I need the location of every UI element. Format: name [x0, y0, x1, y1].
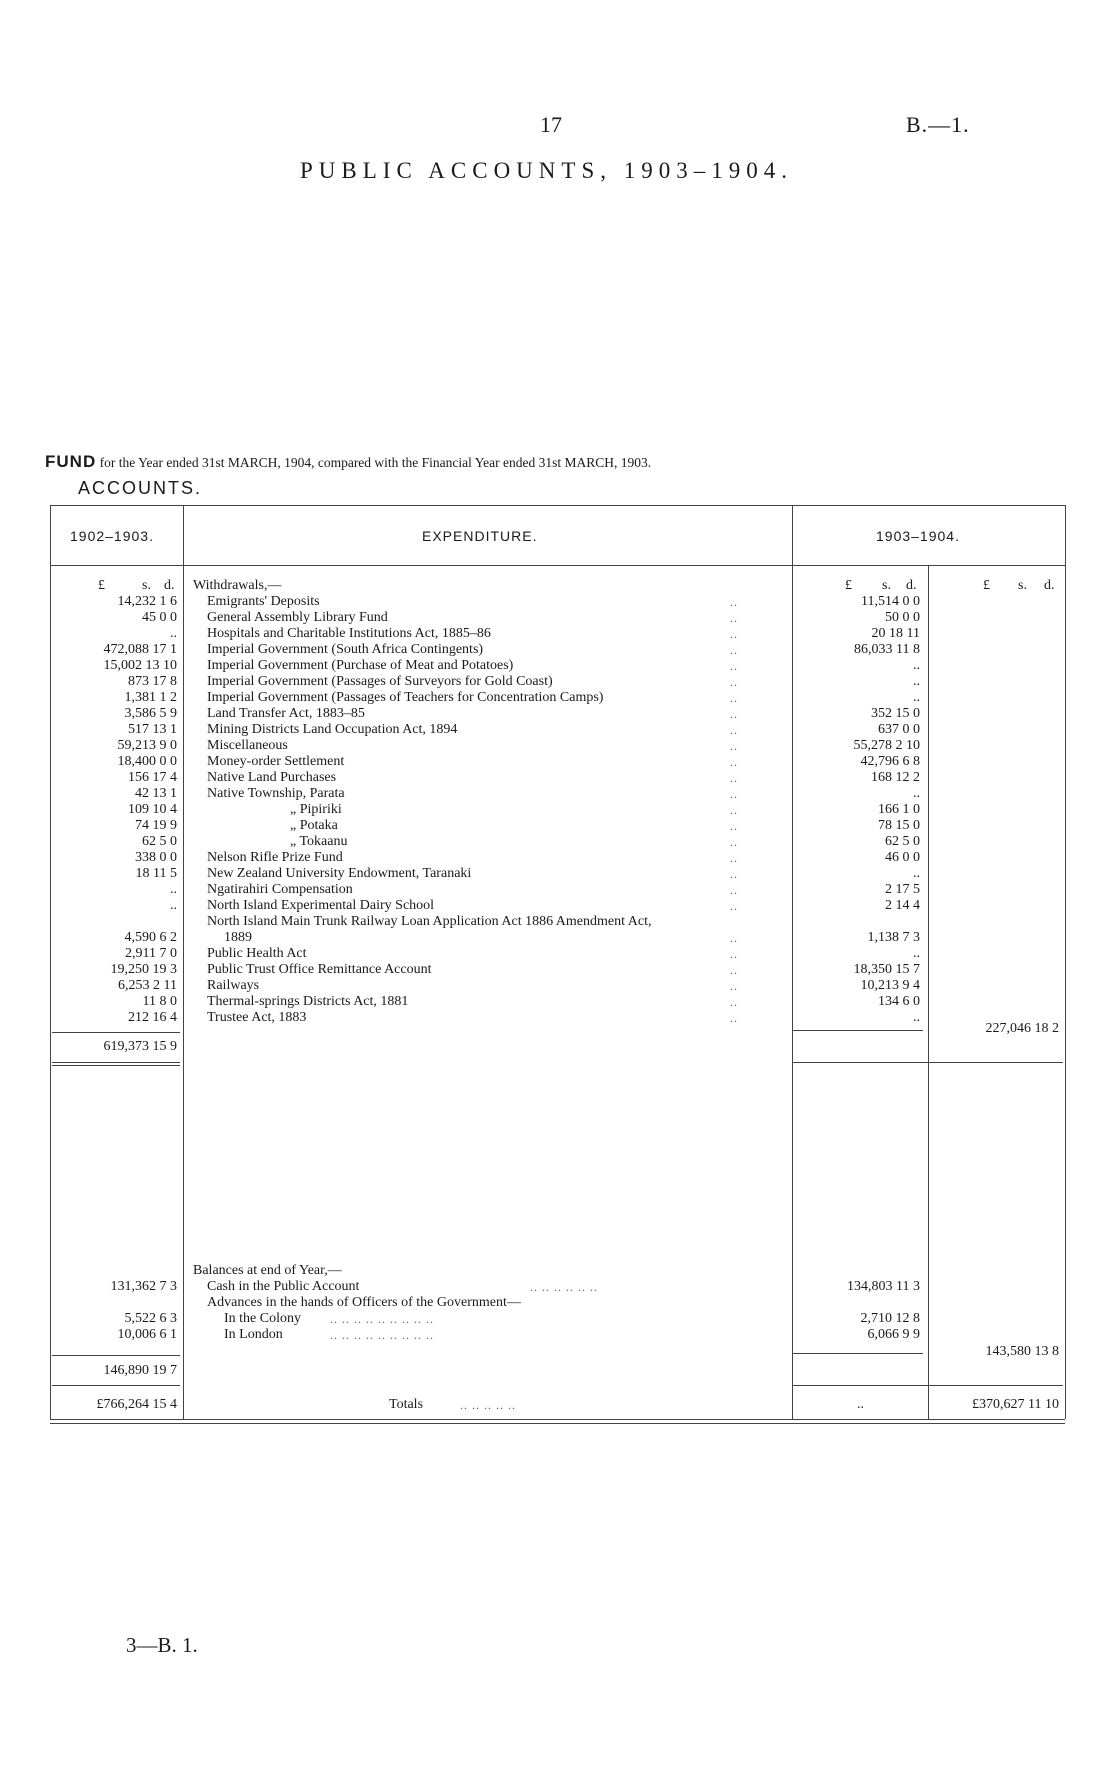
row-1903-1904: ..	[913, 674, 920, 689]
row-1903-1904: 42,796 6 8	[860, 754, 920, 769]
row-1902-1903: 74 19 9	[135, 818, 177, 833]
row-1903-1904: 78 15 0	[878, 818, 920, 833]
fund-description: for the Year ended 31st MARCH, 1904, compared with the Financial Year ended 31st MARCH, 1903.	[99, 455, 652, 470]
row-1902-1903: 156 17 4	[128, 770, 177, 785]
row-1902-1903: 59,213 9 0	[117, 738, 177, 753]
units-curr-shilling: s.	[882, 578, 891, 593]
row-1903-1904: 134 6 0	[878, 994, 920, 1009]
row-1903-1904: 2 14 4	[885, 898, 920, 913]
row-1903-1904: ..	[913, 786, 920, 801]
row-1903-1904: 20 18 11	[871, 626, 920, 641]
cash-label: Cash in the Public Account	[207, 1279, 360, 1294]
row-1902-1903: 15,002 13 10	[103, 658, 177, 673]
row-label: „ Tokaanu	[290, 834, 348, 849]
row-1902-1903: 19,250 19 3	[110, 962, 177, 977]
row-1903-1904: ..	[913, 1010, 920, 1025]
row-label: Public Trust Office Remittance Account	[207, 962, 432, 977]
colony-label: In the Colony	[224, 1311, 301, 1326]
row-1902-1903: 109 10 4	[128, 802, 177, 817]
balances-total-1903-1904: 143,580 13 8	[985, 1344, 1059, 1359]
colony-1902-1903: 5,522 6 3	[124, 1311, 177, 1326]
row-label: General Assembly Library Fund	[207, 610, 388, 625]
row-label: 1889	[224, 930, 252, 945]
row-1902-1903: 14,232 1 6	[117, 594, 177, 609]
row-label: Miscellaneous	[207, 738, 288, 753]
section-balances: Balances at end of Year,—	[193, 1263, 342, 1278]
totals-label: Totals	[389, 1397, 424, 1412]
units-curr-pence: d.	[906, 578, 917, 593]
row-1903-1904: ..	[913, 690, 920, 705]
row-label: North Island Main Trunk Railway Loan Application Act 1886 Amendment Act,	[207, 914, 652, 929]
row-1902-1903: 62 5 0	[142, 834, 177, 849]
units-total-pence: d.	[1044, 578, 1055, 593]
row-1903-1904: 10,213 9 4	[860, 978, 920, 993]
page-title: PUBLIC ACCOUNTS, 1903–1904.	[300, 158, 793, 183]
column-header-1903-1904: 1903–1904.	[876, 528, 960, 544]
row-1903-1904: 1,138 7 3	[867, 930, 920, 945]
balances-total-1902-1903: 146,890 19 7	[103, 1363, 177, 1378]
row-1903-1904: 168 12 2	[871, 770, 920, 785]
row-1902-1903: ..	[170, 882, 177, 897]
row-label: North Island Experimental Dairy School	[207, 898, 435, 913]
row-1902-1903: ..	[170, 898, 177, 913]
row-label: Railways	[207, 978, 260, 993]
row-1903-1904: 86,033 11 8	[854, 642, 920, 657]
footer-reference: 3—B. 1.	[126, 1633, 198, 1657]
row-label: Land Transfer Act, 1883–85	[207, 706, 365, 721]
row-label: Imperial Government (Passages of Teachers for Concentration Camps)	[207, 690, 604, 705]
fund-word: FUND	[45, 452, 97, 471]
row-1903-1904: 55,278 2 10	[853, 738, 920, 753]
row-1902-1903: 3,586 5 9	[124, 706, 177, 721]
row-label: Imperial Government (South Africa Contingents)	[207, 642, 484, 657]
row-1902-1903: 873 17 8	[128, 674, 177, 689]
row-1902-1903: 11 8 0	[142, 994, 177, 1009]
row-label: „ Potaka	[290, 818, 338, 833]
row-1903-1904: ..	[913, 658, 920, 673]
row-1903-1904: 11,514 0 0	[861, 594, 920, 609]
london-label: In London	[224, 1327, 283, 1342]
row-1903-1904: ..	[913, 946, 920, 961]
row-1902-1903: 2,911 7 0	[125, 946, 177, 961]
row-1902-1903: 4,590 6 2	[124, 930, 177, 945]
london-1903-1904: 6,066 9 9	[867, 1327, 920, 1342]
units-curr-pound: £	[845, 578, 852, 593]
section-withdrawals: Withdrawals,—	[193, 578, 282, 593]
row-label: Trustee Act, 1883	[207, 1010, 307, 1025]
row-label: Mining Districts Land Occupation Act, 1894	[207, 722, 458, 737]
withdrawals-total-1902-1903: 619,373 15 9	[103, 1039, 177, 1054]
row-1903-1904: 18,350 15 7	[853, 962, 920, 977]
units-prev-shilling: s.	[142, 578, 151, 593]
row-label: Money-order Settlement	[207, 754, 345, 769]
row-label: Native Land Purchases	[207, 770, 337, 785]
row-1902-1903: 472,088 17 1	[103, 642, 177, 657]
row-1903-1904: 2 17 5	[885, 882, 920, 897]
row-label: Emigrants' Deposits	[207, 594, 320, 609]
units-total-shilling: s.	[1018, 578, 1027, 593]
advances-label: Advances in the hands of Officers of the Government—	[207, 1295, 521, 1310]
row-label: Thermal-springs Districts Act, 1881	[207, 994, 409, 1009]
row-label: Imperial Government (Purchase of Meat and Potatoes)	[207, 658, 514, 673]
withdrawals-total-1903-1904: 227,046 18 2	[985, 1021, 1059, 1036]
row-label: New Zealand University Endowment, Taranaki	[207, 866, 472, 881]
row-1902-1903: 45 0 0	[142, 610, 177, 625]
row-1902-1903: 18,400 0 0	[117, 754, 177, 769]
accounts-heading: ACCOUNTS.	[78, 478, 203, 498]
row-1903-1904: 166 1 0	[878, 802, 920, 817]
row-1903-1904: 46 0 0	[885, 850, 920, 865]
row-1903-1904: 62 5 0	[885, 834, 920, 849]
totals-1902-1903: £766,264 15 4	[96, 1397, 177, 1412]
row-1903-1904: 637 0 0	[878, 722, 920, 737]
row-1902-1903: 6,253 2 11	[118, 978, 177, 993]
row-label: Nelson Rifle Prize Fund	[207, 850, 343, 865]
row-1902-1903: ..	[170, 626, 177, 641]
row-1902-1903: 1,381 1 2	[124, 690, 177, 705]
row-1902-1903: 517 13 1	[128, 722, 177, 737]
fund-heading	[45, 452, 651, 472]
cash-1902-1903: 131,362 7 3	[110, 1279, 177, 1294]
row-label: „ Pipiriki	[290, 802, 342, 817]
units-prev-pence: d.	[164, 578, 175, 593]
row-label: Native Township, Parata	[207, 786, 345, 801]
totals-mid: ..	[857, 1397, 864, 1412]
totals-1903-1904: £370,627 11 10	[972, 1397, 1059, 1412]
row-1902-1903: 18 11 5	[135, 866, 177, 881]
row-1903-1904: 352 15 0	[871, 706, 920, 721]
row-1903-1904: ..	[913, 866, 920, 881]
row-label: Ngatirahiri Compensation	[207, 882, 353, 897]
row-1902-1903: 338 0 0	[135, 850, 177, 865]
row-1903-1904: 50 0 0	[885, 610, 920, 625]
cash-1903-1904: 134,803 11 3	[847, 1279, 920, 1294]
row-1902-1903: 42 13 1	[135, 786, 177, 801]
colony-1903-1904: 2,710 12 8	[860, 1311, 920, 1326]
page-number: 17	[540, 112, 562, 137]
column-header-expenditure: EXPENDITURE.	[422, 528, 538, 544]
column-header-1902-1903: 1902–1903.	[70, 528, 154, 544]
units-prev-pound: £	[98, 578, 105, 593]
london-1902-1903: 10,006 6 1	[117, 1327, 177, 1342]
row-label: Public Health Act	[207, 946, 307, 961]
units-total-pound: £	[983, 578, 990, 593]
page-reference: B.—1.	[906, 112, 970, 137]
row-label: Imperial Government (Passages of Surveyors for Gold Coast)	[207, 674, 553, 689]
row-1902-1903: 212 16 4	[128, 1010, 177, 1025]
row-label: Hospitals and Charitable Institutions Act, 1885–86	[207, 626, 491, 641]
